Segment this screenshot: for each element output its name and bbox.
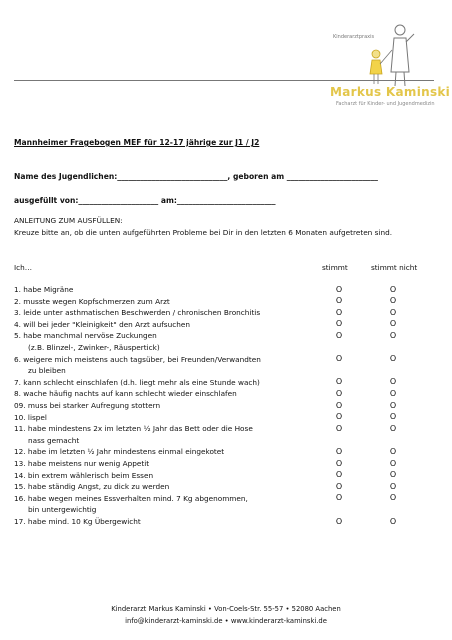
question-item: 17. habe mind. 10 Kg Übergewicht	[14, 517, 141, 526]
form-title: Mannheimer Fragebogen MEF für 12-17 jährige zur J1 / J2	[14, 138, 260, 147]
option-stimmt-circle[interactable]: O	[335, 354, 343, 364]
question-item: 09. muss bei starker Aufregung stottern	[14, 401, 161, 410]
header-divider	[14, 80, 434, 81]
question-item-continuation: zu bleiben	[28, 366, 66, 376]
option-stimmt-nicht-circle[interactable]: O	[389, 330, 397, 340]
question-item: 8. wache häufig nachts auf kann schlecht wieder einschlafen	[14, 389, 237, 399]
question-item: 3. leide unter asthmatischen Beschwerden / chronischen Bronchitis	[14, 308, 261, 318]
option-stimmt-circle[interactable]: O	[335, 458, 343, 468]
option-stimmt-nicht-circle[interactable]: O	[389, 412, 397, 422]
option-stimmt-circle[interactable]: O	[335, 493, 343, 503]
option-stimmt-circle[interactable]: O	[335, 516, 343, 526]
footer-address: Kinderarzt Markus Kaminski • Von-Coels-Str. 55-57 • 52080 Aachen	[111, 605, 341, 613]
option-stimmt-nicht-circle[interactable]: O	[389, 388, 397, 398]
question-item: 4. will bei jeder "Kleinigkeit" den Arzt aufsuchen	[14, 319, 190, 329]
column-stimmt-nicht: stimmt nicht	[371, 263, 418, 272]
footer-contact: info@kinderarzt-kaminski.de • www.kinderarzt-kaminski.de	[125, 617, 327, 625]
question-item: 5. habe manchmal nervöse Zuckungen	[14, 331, 157, 341]
option-stimmt-circle[interactable]: O	[335, 470, 343, 480]
question-item-continuation: bin untergewichtig	[28, 505, 97, 515]
option-stimmt-nicht-circle[interactable]: O	[389, 470, 397, 480]
question-item: 15. habe ständig Angst, zu dick zu werden	[14, 482, 170, 492]
option-stimmt-nicht-circle[interactable]: O	[389, 423, 397, 433]
option-stimmt-circle[interactable]: O	[335, 446, 343, 456]
option-stimmt-circle[interactable]: O	[335, 284, 343, 294]
doctor-name: Markus Kaminski	[330, 85, 451, 99]
instructions-heading: ANLEITUNG ZUM AUSFÜLLEN:	[14, 216, 123, 225]
option-stimmt-nicht-circle[interactable]: O	[389, 354, 397, 364]
option-stimmt-nicht-circle[interactable]: O	[389, 307, 397, 317]
option-stimmt-nicht-circle[interactable]: O	[389, 296, 397, 306]
column-ich: Ich…	[14, 263, 33, 272]
filled-by-field[interactable]: ausgefüllt von:_____________________ am:__________________________	[14, 196, 276, 205]
question-item: 16. habe wegen meines Essverhalten mind. 7 Kg abgenommen,	[14, 493, 248, 503]
question-item: 13. habe meistens nur wenig Appetit	[14, 459, 150, 468]
option-stimmt-nicht-circle[interactable]: O	[389, 516, 397, 526]
option-stimmt-circle[interactable]: O	[335, 400, 343, 410]
option-stimmt-circle[interactable]: O	[335, 307, 343, 317]
option-stimmt-circle[interactable]: O	[335, 296, 343, 306]
column-stimmt: stimmt	[322, 263, 348, 272]
option-stimmt-nicht-circle[interactable]: O	[389, 319, 397, 329]
instructions-text: Kreuze bitte an, ob die unten aufgeführten Probleme bei Dir in den letzten 6 Monaten aufgetreten sind.	[14, 228, 393, 237]
option-stimmt-circle[interactable]: O	[335, 330, 343, 340]
question-item: 6. weigere mich meistens auch tagsüber, bei Freunden/Verwandten	[14, 354, 261, 364]
option-stimmt-nicht-circle[interactable]: O	[389, 446, 397, 456]
option-stimmt-circle[interactable]: O	[335, 423, 343, 433]
question-item: 12. habe im letzten ½ Jahr mindestens einmal eingekotet	[14, 447, 225, 457]
name-field[interactable]: Name des Jugendlichen:_____________________________, geboren am ________________________	[14, 172, 378, 181]
option-stimmt-circle[interactable]: O	[335, 388, 343, 398]
option-stimmt-nicht-circle[interactable]: O	[389, 377, 397, 387]
question-item: 7. kann schlecht einschlafen (d.h. liegt mehr als eine Stunde wach)	[14, 377, 260, 387]
doctor-specialty: Facharzt für Kinder- und Jugendmedizin	[336, 101, 435, 107]
option-stimmt-circle[interactable]: O	[335, 412, 343, 422]
option-stimmt-nicht-circle[interactable]: O	[389, 493, 397, 503]
option-stimmt-circle[interactable]: O	[335, 481, 343, 491]
question-item: 11. habe mindestens 2x im letzten ½ Jahr das Bett oder die Hose	[14, 424, 253, 434]
question-item: 2. musste wegen Kopfschmerzen zum Arzt	[14, 296, 170, 306]
option-stimmt-circle[interactable]: O	[335, 377, 343, 387]
option-stimmt-nicht-circle[interactable]: O	[389, 458, 397, 468]
question-item: 1. habe Migräne	[14, 285, 74, 294]
option-stimmt-nicht-circle[interactable]: O	[389, 284, 397, 294]
option-stimmt-nicht-circle[interactable]: O	[389, 481, 397, 491]
question-item: 14. bin extrem wählerisch beim Essen	[14, 470, 154, 480]
question-item-continuation: nass gemacht	[28, 435, 80, 445]
option-stimmt-circle[interactable]: O	[335, 319, 343, 329]
question-item-continuation: (z.B. Blinzel-, Zwinker-, Räuspertick)	[28, 343, 160, 352]
question-item: 10. lispel	[14, 412, 47, 422]
practice-tagline: Kinderarztpraxis	[333, 34, 375, 40]
option-stimmt-nicht-circle[interactable]: O	[389, 400, 397, 410]
